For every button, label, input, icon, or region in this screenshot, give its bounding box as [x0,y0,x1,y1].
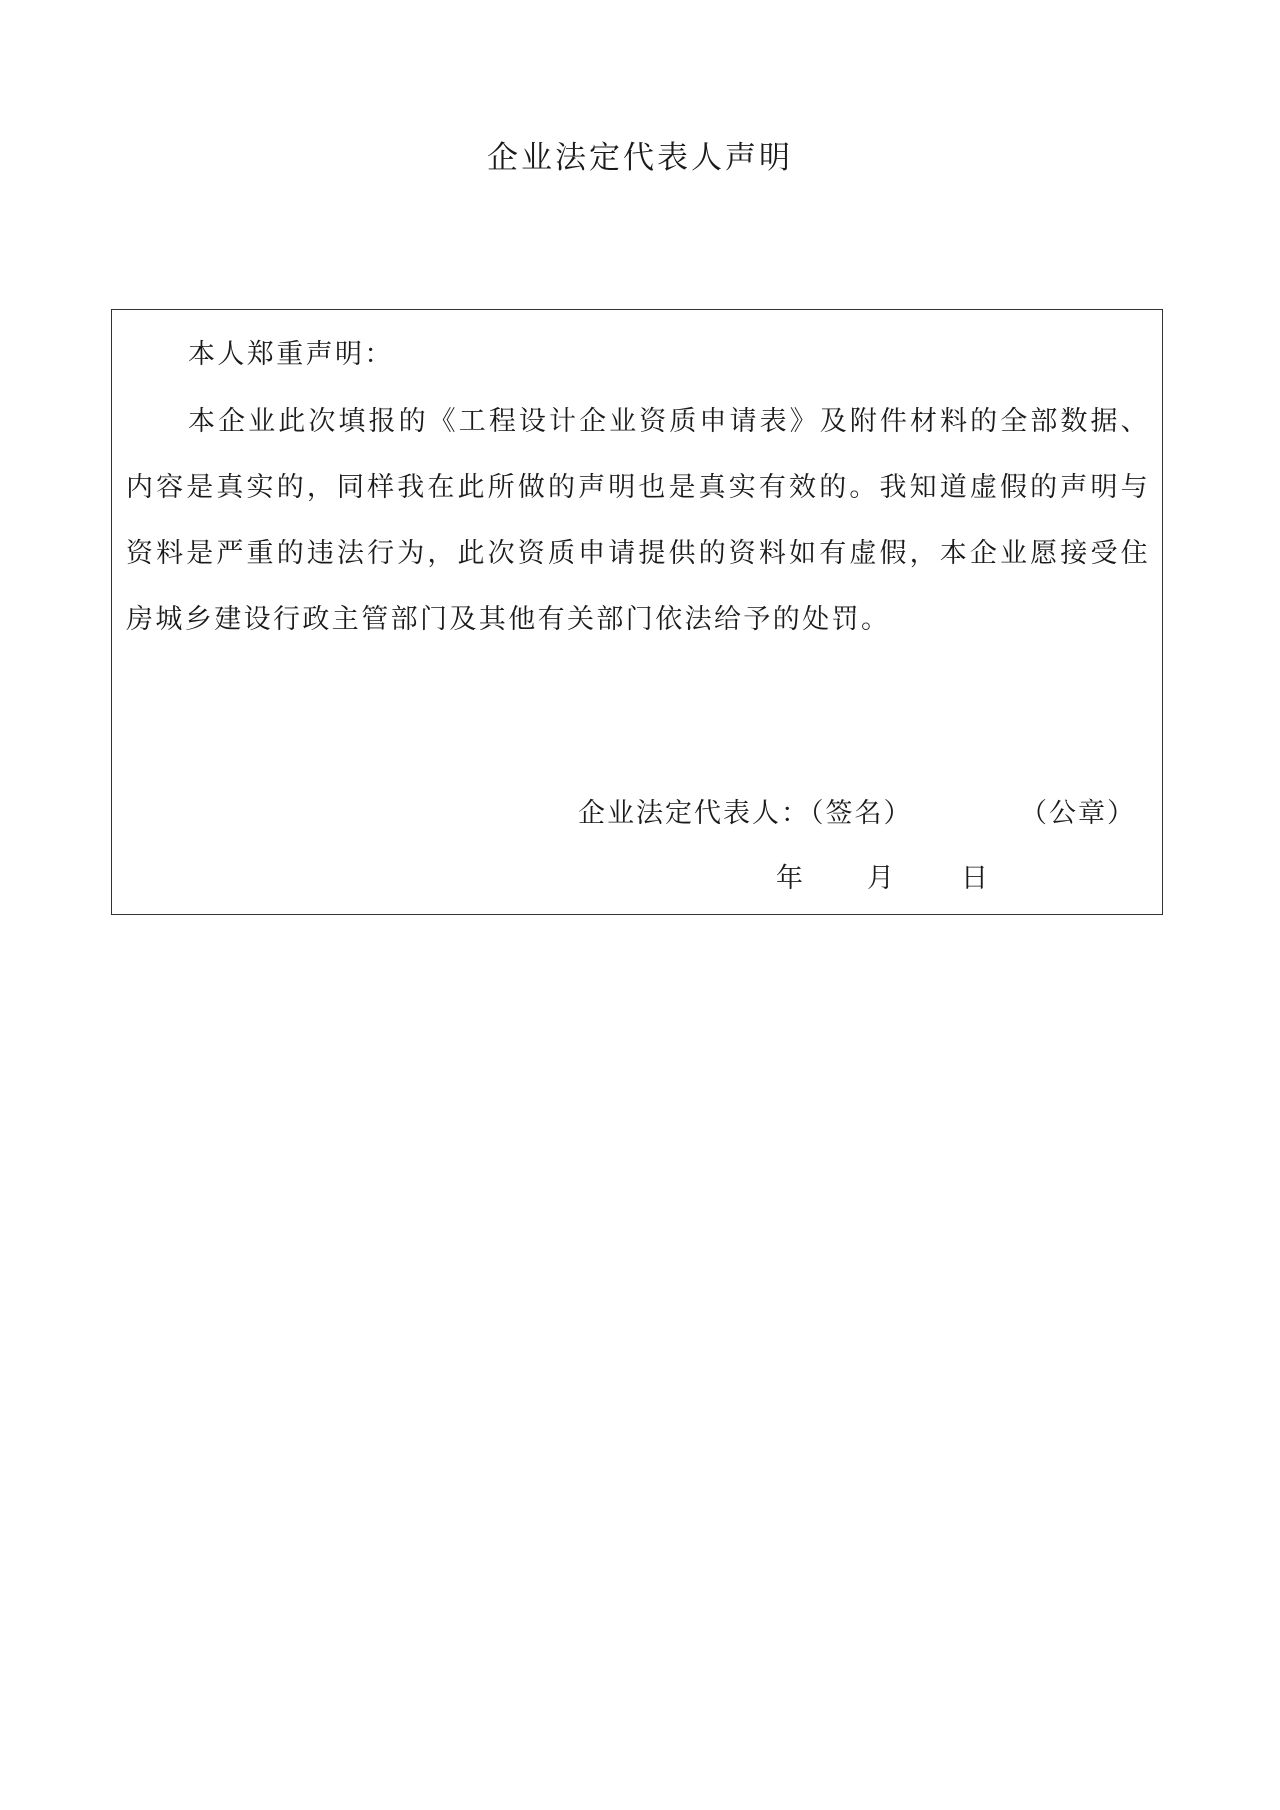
date-month-label: 月 [867,863,894,894]
date-day-label: 日 [961,863,988,894]
declaration-box [111,309,1163,915]
greeting-text: 本人郑重声明： [188,339,394,370]
signature-label: 企业法定代表人：（签名） [578,798,913,829]
date-year-label: 年 [776,863,803,894]
declaration-body: 本企业此次填报的《工程设计企业资质申请表》及附件材料的全部数据、内容是真实的，同样我在此所做的声明也是真实有效的。我知道虚假的声明与资料是严重的违法行为，此次资质申请提供的资料如有虚假，本企业愿接受住房城乡建设行政主管部门及其他有关部门依法给予的处罚。 [126,406,1150,635]
page-title: 企业法定代表人声明 [487,140,793,176]
seal-label: （公章） [1020,798,1136,829]
